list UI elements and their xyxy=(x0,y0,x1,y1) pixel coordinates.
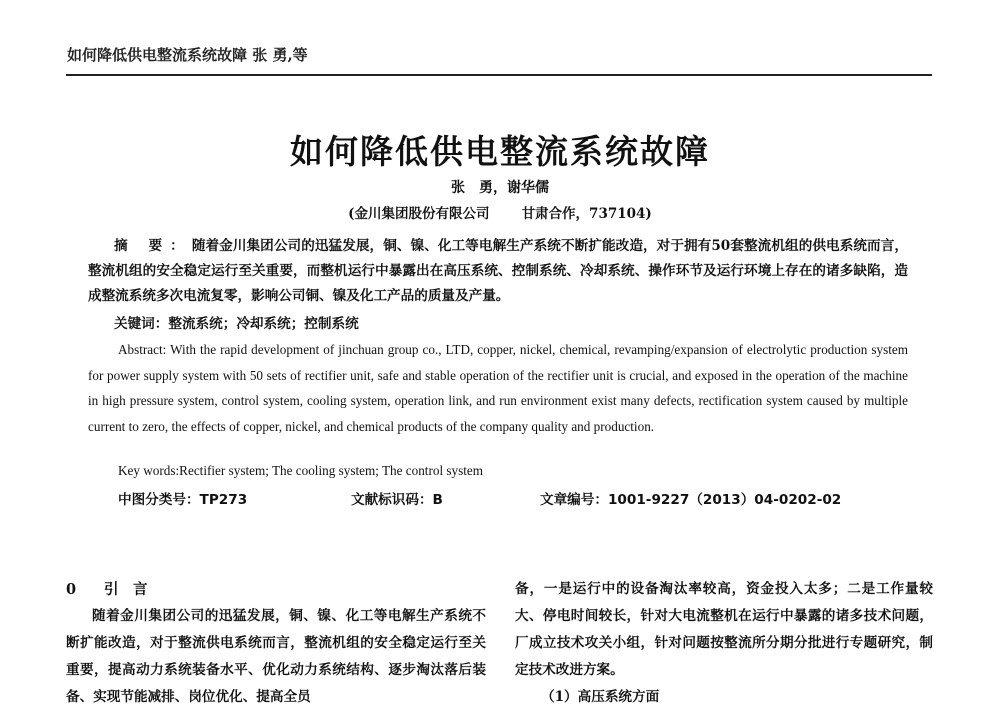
classification-row xyxy=(118,488,918,508)
affiliation-place: 甘肃合作，737104) xyxy=(521,206,652,222)
section-number: 0 xyxy=(66,581,77,598)
keywords-chinese: 关键词：整流系统；冷却系统；控制系统 xyxy=(114,316,359,332)
abstract-chinese xyxy=(88,234,908,309)
keywords-english: Key words:Rectifier system; The cooling system; The control system xyxy=(118,463,484,478)
abstract-english: Abstract: With the rapid development of jinchuan group co., LTD, copper, nickel, chemical, revamping/expansion of electrolytic production system for power supply system with 50 sets of rectifier unit, safe and stable operation of the rectifier unit is crucial, and exposed in the operation of the machine in high pressure system, control system, cooling system, operation link, and run environment exist many defects, rectification system caused by multiple current to zero, the effects of copper, nickel, and chemical products of the company quality and production. xyxy=(88,342,908,434)
column-left xyxy=(66,576,486,711)
intro-continuation: 备，一是运行中的设备淘汰率较高，资金投入太多；二是工作量较大、停电时间较长，针对大电流整机在运行中暴露的诸多技术问题，厂成立技术攻关小组，针对问题按整流所分期分批进行专题研究，制定技术改进方案。 xyxy=(515,581,933,678)
authors: 张 勇，谢华儒 xyxy=(451,180,549,196)
section-heading xyxy=(66,576,486,603)
abstract-chinese-text: 随着金川集团公司的迅猛发展，铜、镍、化工等电解生产系统不断扩能改造，对于拥有50套整流机组的供电系统而言，整流机组的安全稳定运行至关重要，而整机运行中暴露出在高压系统、控制系统、冷却系统、操作环节及运行环境上存在的诸多缺陷，造成整流系统多次电流复零，影响公司铜、镍及化工产品的质量及产量。 xyxy=(88,238,908,304)
running-head: 如何降低供电整流系统故障 张 勇,等 xyxy=(67,46,308,64)
affiliation-org: (金川集团股份有限公司 xyxy=(348,206,490,222)
paper-title: 如何降低供电整流系统故障 xyxy=(290,132,710,171)
article-number: 文章编号：1001-9227（2013）04-0202-02 xyxy=(540,492,842,508)
section-title: 引 言 xyxy=(104,581,148,598)
header-rule xyxy=(66,74,932,76)
column-right xyxy=(515,576,933,711)
clc-number: 中图分类号：TP273 xyxy=(118,492,248,508)
intro-paragraph: 随着金川集团公司的迅猛发展，铜、镍、化工等电解生产系统不断扩能改造，对于整流供电系统而言，整流机组的安全稳定运行至关重要，提高动力系统装备水平、优化动力系统结构、逐步淘汰落后装备、实现节能减排、岗位优化、提高全员 xyxy=(66,608,486,705)
abstract-label: 摘 要： xyxy=(114,238,192,254)
document-code: 文献标识码：B xyxy=(351,492,443,508)
subsection-heading: （1）高压系统方面 xyxy=(541,689,660,705)
affiliation xyxy=(0,202,1000,222)
